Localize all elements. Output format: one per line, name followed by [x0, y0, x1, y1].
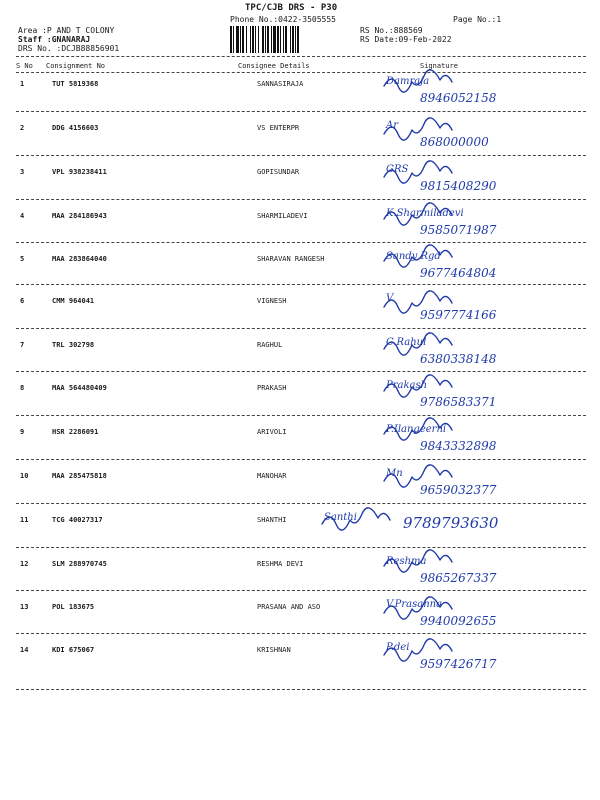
signature-ink — [380, 243, 580, 283]
signature-name: Reshma — [386, 556, 427, 567]
row-serial-number: 1 — [20, 80, 25, 88]
row-consignment-number: DDG 4156603 — [52, 124, 99, 132]
row-consignment-number: MAA 564480409 — [52, 384, 107, 392]
row-serial-number: 14 — [20, 646, 29, 654]
row-consignment-number: MAA 285475818 — [52, 472, 107, 480]
signature-name: V.Prasanna — [386, 599, 443, 610]
row-consignment-number: TCG 40027317 — [52, 516, 103, 524]
signature-phone: 9677464804 — [420, 266, 497, 280]
signature-ink — [380, 68, 580, 108]
row-consignment-number: CMM 964041 — [52, 297, 95, 305]
signature-ink — [380, 416, 580, 456]
signature-phone: 9843332898 — [420, 439, 497, 453]
row-consignee-name: RAGHUL — [257, 341, 283, 349]
phone-number: Phone No.:0422-3505555 — [230, 15, 336, 24]
signature-phone: 9659032377 — [420, 483, 497, 497]
row-consignment-number: MAA 283864040 — [52, 255, 107, 263]
signature-name: V — [386, 293, 394, 304]
area-label: Area :P AND T COLONY — [18, 26, 115, 35]
row-serial-number: 3 — [20, 168, 25, 176]
signature-ink — [380, 591, 580, 631]
signature-ink — [380, 548, 580, 588]
row-consignee-name: PRASANA AND ASO — [257, 603, 321, 611]
row-serial-number: 12 — [20, 560, 29, 568]
row-serial-number: 6 — [20, 297, 25, 305]
signature-phone: 9597774166 — [420, 308, 497, 322]
row-serial-number: 8 — [20, 384, 25, 392]
column-sno: S No — [16, 62, 33, 70]
signature-name: P.dei — [386, 642, 410, 653]
row-consignee-name: PRAKASH — [257, 384, 287, 392]
signature-name: Santhi — [324, 512, 357, 523]
column-signature: Signature — [420, 62, 458, 70]
row-divider — [16, 689, 586, 690]
signature-phone: 9786583371 — [420, 395, 497, 409]
signature-phone: 8946052158 — [420, 91, 497, 105]
row-consignee-name: RESHMA DEVI — [257, 560, 304, 568]
row-consignee-name: MANOHAR — [257, 472, 287, 480]
document-title: TPC/CJB DRS - P30 — [245, 3, 338, 13]
signature-phone: 9789793630 — [403, 514, 499, 532]
signature-name: Mn — [386, 468, 403, 479]
row-consignee-name: GOPISUNDAR — [257, 168, 300, 176]
row-consignment-number: TUT 5819368 — [52, 80, 99, 88]
signature-phone: 9597426717 — [420, 657, 497, 671]
signature-name: P.Ilangeerni — [386, 424, 447, 435]
header-divider-top — [16, 56, 586, 57]
row-consignment-number: POL 183675 — [52, 603, 95, 611]
signature-ink — [380, 460, 580, 500]
signature-name: Sandy Rgd — [386, 251, 441, 262]
row-consignment-number: SLM 288970745 — [52, 560, 107, 568]
row-consignee-name: SHARMILADEVI — [257, 212, 308, 220]
row-serial-number: 9 — [20, 428, 25, 436]
signature-phone: 9585071987 — [420, 223, 497, 237]
row-consignee-name: SANNASIRAJA — [257, 80, 304, 88]
rs-date: RS Date:09-Feb-2022 — [360, 35, 452, 44]
row-serial-number: 2 — [20, 124, 25, 132]
signature-ink — [380, 156, 580, 196]
row-consignee-name: KRISHNAN — [257, 646, 291, 654]
signature-ink — [380, 329, 580, 369]
column-consignment: Consignment No — [46, 62, 106, 70]
signature-name: Damraja — [386, 76, 430, 87]
signature-ink — [380, 112, 580, 152]
row-serial-number: 4 — [20, 212, 25, 220]
signature-name: K.Sharmiladevi — [386, 208, 464, 219]
row-serial-number: 10 — [20, 472, 29, 480]
drs-number: DRS No. :DCJB88856901 — [18, 44, 120, 53]
signature-ink — [380, 372, 580, 412]
row-consignment-number: KDI 675067 — [52, 646, 95, 654]
signature-phone: 868000000 — [420, 135, 489, 149]
row-serial-number: 5 — [20, 255, 25, 263]
signature-phone: 6380338148 — [420, 352, 497, 366]
signature-phone: 9940092655 — [420, 614, 497, 628]
signature-ink — [380, 634, 580, 674]
row-consignment-number: TRL 302798 — [52, 341, 95, 349]
page-number: Page No.:1 — [453, 15, 502, 24]
row-consignment-number: VPL 938238411 — [52, 168, 107, 176]
row-consignee-name: VS ENTERPR — [257, 124, 300, 132]
signature-ink — [380, 200, 580, 240]
signature-ink — [318, 504, 518, 544]
barcode-image — [230, 26, 354, 53]
row-serial-number: 7 — [20, 341, 25, 349]
row-serial-number: 11 — [20, 516, 29, 524]
row-serial-number: 13 — [20, 603, 29, 611]
signature-phone: 9865267337 — [420, 571, 497, 585]
staff-label: Staff :GNANARAJ — [18, 35, 91, 44]
signature-name: Prakash — [386, 380, 428, 391]
signature-ink — [380, 285, 580, 325]
row-consignee-name: VIGNESH — [257, 297, 287, 305]
signature-name: Ar — [386, 120, 399, 131]
row-consignee-name: SHANTHI — [257, 516, 287, 524]
row-consignment-number: MAA 284186943 — [52, 212, 107, 220]
column-consignee: Consignee Details — [238, 62, 310, 70]
signature-name: GRS — [386, 164, 409, 175]
row-consignment-number: HSR 2286091 — [52, 428, 99, 436]
rs-number: RS No.:888569 — [360, 26, 423, 35]
signature-phone: 9815408290 — [420, 179, 497, 193]
signature-name: C.Rahul — [386, 337, 427, 348]
row-consignee-name: ARIVOLI — [257, 428, 287, 436]
row-consignee-name: SHARAVAN RANGESH — [257, 255, 325, 263]
